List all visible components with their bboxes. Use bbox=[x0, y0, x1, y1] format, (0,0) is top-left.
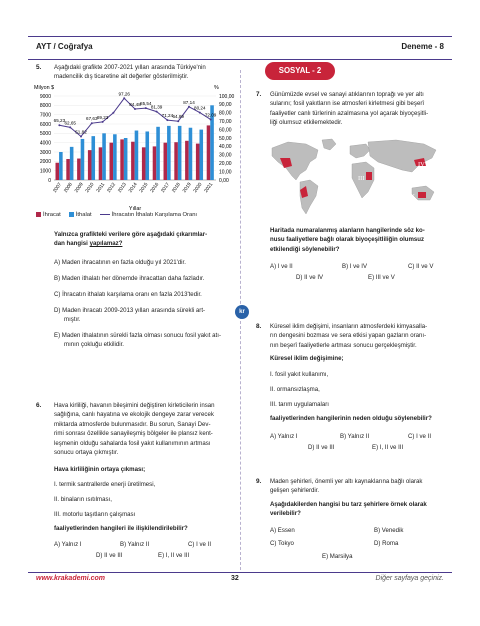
chart-ytick-right: 90,00 bbox=[219, 102, 232, 109]
bar-import-2014 bbox=[135, 131, 139, 180]
q8-option-e[interactable]: E) I, II ve III bbox=[372, 444, 404, 451]
ratio-label-2007: 65,23 bbox=[53, 118, 66, 124]
q5-option-d-cont: mıştır. bbox=[64, 316, 81, 323]
chart-xtick-2011: 2011 bbox=[96, 182, 107, 194]
bar-import-2019 bbox=[189, 128, 193, 180]
ratio-point-2019 bbox=[188, 106, 190, 108]
q5-ask-2: dan hangisi yapılamaz? bbox=[54, 240, 123, 247]
legend-import-swatch bbox=[69, 212, 74, 217]
bar-import-2018 bbox=[178, 126, 182, 180]
chart-ytick-right: 10,00 bbox=[219, 169, 232, 176]
q5-option-e[interactable]: E) Maden ithalatının sürekli fazla olması sonucu fosil yakıt atı- bbox=[54, 332, 221, 339]
q7-option-c[interactable]: C) II ve V bbox=[408, 263, 434, 270]
q5-option-a[interactable]: A) Maden ihracatının en fazla olduğu yıl 2021'dir. bbox=[54, 259, 186, 266]
chart-xtick-2018: 2018 bbox=[171, 182, 182, 194]
legend-ratio-swatch bbox=[100, 214, 110, 215]
q6-item-1: I. termik santrallerde enerji üretilmesi, bbox=[54, 481, 156, 488]
q6-option-a[interactable]: A) Yalnız I bbox=[54, 541, 82, 548]
map-greenland bbox=[322, 139, 336, 150]
chart-ytick-right: 40,00 bbox=[219, 144, 232, 151]
chart-ytick-left: 9000 bbox=[39, 93, 51, 100]
legend-import: İthalat bbox=[69, 212, 92, 218]
chart-xtick-2020: 2020 bbox=[193, 182, 204, 194]
legend-export: İhracat bbox=[36, 212, 61, 218]
q5-option-e-cont: mının çokluğu etkilidir. bbox=[64, 341, 124, 348]
ratio-point-2016 bbox=[156, 111, 158, 113]
page-number: 32 bbox=[231, 575, 239, 582]
map-label-iv: IV bbox=[418, 161, 425, 168]
header-subject: AYT / Coğrafya bbox=[36, 42, 93, 51]
bar-import-2013 bbox=[124, 138, 128, 180]
bar-export-2013 bbox=[120, 139, 124, 180]
q9-ask: Aşağıdakilerden hangisi bu tarz şehirlere örnek olarak verilebilir? bbox=[270, 501, 427, 518]
bar-export-2007 bbox=[56, 163, 60, 180]
q9-option-a[interactable]: A) Essen bbox=[270, 527, 295, 534]
ratio-label-2015: 85,54 bbox=[140, 101, 152, 107]
q8-sub: Küresel iklim değişimine; bbox=[270, 355, 344, 362]
chart-ylabel-left: Milyon $ bbox=[34, 85, 55, 91]
ratio-label-2018: 64,89 bbox=[172, 114, 184, 120]
bar-export-2011 bbox=[99, 147, 103, 180]
bar-import-2017 bbox=[167, 126, 171, 180]
chart-ytick-right: 60,00 bbox=[219, 127, 232, 134]
q8-option-c[interactable]: C) I ve II bbox=[408, 433, 432, 440]
ratio-label-2013: 97,26 bbox=[118, 91, 130, 97]
ratio-point-2013 bbox=[123, 97, 125, 99]
q6-item-2: II. binaların ısıtılması, bbox=[54, 496, 112, 503]
map-label-iii: III bbox=[358, 175, 365, 182]
map-north-america bbox=[272, 142, 318, 180]
section-badge: SOSYAL - 2 bbox=[265, 62, 335, 80]
bar-export-2020 bbox=[196, 144, 200, 180]
column-divider bbox=[240, 70, 241, 570]
q9-number: 9. bbox=[256, 478, 262, 485]
ratio-label-2021: 72,09 bbox=[204, 112, 217, 118]
bar-export-2016 bbox=[153, 146, 157, 180]
q9-option-d[interactable]: D) Roma bbox=[374, 540, 399, 547]
chart-xtick-2008: 2008 bbox=[63, 182, 74, 194]
map-label-i: I bbox=[274, 161, 277, 168]
q8-item-3: III. tarım uygulamaları bbox=[270, 401, 329, 408]
q5-option-b[interactable]: B) Maden ithalatı her dönemde ihracattan daha fazladır. bbox=[54, 275, 205, 282]
map-label-v: V bbox=[410, 193, 415, 200]
chart-ytick-right: 50,00 bbox=[219, 135, 232, 142]
chart-xtick-2015: 2015 bbox=[139, 182, 150, 194]
ratio-label-2008: 62,65 bbox=[64, 120, 76, 126]
bar-export-2018 bbox=[174, 142, 178, 180]
q8-stem: Küresel iklim değişimi, insanların atmosferdeki kimyasalla- rın dengesini bozması ve sera etkisi yapan gazların oranı- nın beşerî faaliyetlerle artması sonucu gerçekleşmiştir. bbox=[270, 323, 428, 349]
ratio-point-2009 bbox=[80, 135, 82, 137]
chart-ytick-left: 1000 bbox=[39, 168, 51, 175]
q8-number: 8. bbox=[256, 323, 262, 330]
ratio-label-2020: 80,24 bbox=[194, 105, 206, 111]
header-exam: Deneme - 8 bbox=[401, 42, 444, 51]
q7-number: 7. bbox=[256, 91, 262, 98]
ratio-point-2018 bbox=[177, 120, 179, 122]
q6-sub: Hava kirliliğinin ortaya çıkması; bbox=[54, 466, 146, 473]
q7-stem: Günümüzde evsel ve sanayi atıklarının toprağı ve yer altı sularını; fosil yakıtların ise atmosferi kirletmesi gibi beşerî faaliyetler canlı türlerinin azalmasına yol açarak biyoçeşitli- liği olumsuz etkilemektedir. bbox=[270, 91, 429, 127]
q7-ask: Haritada numaralanmış alanların hangilerinde söz ko- nusu faaliyetlere bağlı olarak biyoçeşitliliğin olumsuz etkilendiği söylenebilir? bbox=[270, 227, 425, 253]
q6-item-3: III. motorlu taşıtların çalışması bbox=[54, 511, 136, 518]
q9-stem: Maden şehirleri, önemli yer altı kaynaklarına bağlı olarak gelişen şehirlerdir. bbox=[270, 478, 423, 495]
q5-stem-1: Aşağıdaki grafikte 2007-2021 yılları arasında Türkiye'nin bbox=[54, 64, 206, 71]
q8-option-b[interactable]: B) Yalnız II bbox=[340, 433, 370, 440]
q5-option-d[interactable]: D) Maden ihracatı 2009-2013 yılları arasında sürekli art- bbox=[54, 307, 206, 314]
chart-ytick-left: 0 bbox=[48, 177, 51, 184]
bar-export-2017 bbox=[164, 143, 168, 180]
map-area-v bbox=[418, 192, 426, 198]
ratio-point-2008 bbox=[69, 126, 71, 128]
chart-ytick-right: 0,00 bbox=[219, 177, 229, 184]
chart-ytick-left: 4000 bbox=[39, 140, 51, 147]
q6-number: 6. bbox=[36, 402, 42, 409]
bar-import-2020 bbox=[199, 130, 203, 180]
footer-website[interactable]: www.krakademi.com bbox=[36, 575, 105, 582]
world-map bbox=[266, 136, 446, 216]
chart-xtick-2013: 2013 bbox=[117, 182, 128, 194]
chart-ytick-left: 7000 bbox=[39, 112, 51, 119]
chart-ytick-left: 3000 bbox=[39, 149, 51, 156]
ratio-point-2012 bbox=[112, 112, 114, 114]
map-label-ii: II bbox=[292, 193, 297, 200]
chart-ytick-right: 100,00 bbox=[219, 93, 235, 100]
bar-export-2021 bbox=[207, 125, 211, 180]
bar-export-2009 bbox=[77, 159, 81, 180]
q6-option-c[interactable]: C) I ve II bbox=[188, 541, 212, 548]
bar-import-2008 bbox=[70, 147, 74, 180]
ratio-label-2019: 87,14 bbox=[183, 99, 195, 105]
ratio-point-2010 bbox=[91, 122, 93, 124]
chart-xtick-2019: 2019 bbox=[182, 182, 193, 194]
chart-ytick-right: 30,00 bbox=[219, 152, 232, 159]
q6-option-e[interactable]: E) I, II ve III bbox=[158, 552, 190, 559]
bar-import-2010 bbox=[91, 136, 95, 180]
chart-xtick-2012: 2012 bbox=[106, 182, 118, 194]
q7-option-b[interactable]: B) I ve IV bbox=[342, 263, 368, 270]
chart-xtick-2014: 2014 bbox=[128, 182, 139, 194]
bar-export-2012 bbox=[110, 143, 114, 180]
ratio-label-2011: 69,23 bbox=[96, 114, 109, 120]
bar-export-2008 bbox=[66, 159, 70, 180]
q8-option-a[interactable]: A) Yalnız I bbox=[270, 433, 298, 440]
trade-chart bbox=[30, 82, 240, 212]
chart-xtick-2016: 2016 bbox=[150, 182, 161, 194]
bar-export-2010 bbox=[88, 150, 92, 180]
ratio-point-2015 bbox=[145, 107, 147, 109]
ratio-point-2020 bbox=[199, 112, 201, 114]
bar-import-2016 bbox=[156, 127, 160, 180]
q5-stem-2: madencilik dış ticaretine ait değerler gösterilmiştir. bbox=[54, 73, 189, 80]
q6-option-b[interactable]: B) Yalnız II bbox=[120, 541, 150, 548]
footer-rule bbox=[28, 572, 452, 573]
ratio-point-2017 bbox=[166, 119, 168, 121]
chart-xtick-2010: 2010 bbox=[85, 182, 96, 194]
bar-import-2012 bbox=[113, 134, 117, 180]
q9-option-e[interactable]: E) Marsilya bbox=[322, 553, 353, 560]
chart-ytick-right: 80,00 bbox=[219, 110, 232, 117]
bar-import-2009 bbox=[81, 139, 85, 180]
map-area-iii bbox=[366, 172, 372, 180]
legend-export-swatch bbox=[36, 212, 41, 217]
bar-import-2007 bbox=[59, 152, 63, 180]
chart-ytick-left: 2000 bbox=[39, 159, 51, 166]
ratio-label-2010: 67,63 bbox=[86, 116, 98, 122]
q6-stem: Hava kirliliği, havanın bileşimini değiştiren kirleticilerin insan sağlığına, canlı hayatına ve ekolojik dengeye zarar verecek miktarda atmosferde bulunmasıdır. Bu sorun, Sanayi Dev- rimi sonrası özellikle sanayileşmiş bölgeler ile plansız kent- leşmenin olduğu sahalarda fosil yakıt kullanımının artması sonucu ortaya çıkmıştır. bbox=[54, 402, 215, 457]
ratio-label-2014: 84,48 bbox=[129, 102, 141, 108]
map-asia bbox=[368, 140, 436, 172]
publisher-logo: kr bbox=[235, 305, 249, 319]
chart-xtick-2007: 2007 bbox=[52, 182, 64, 194]
q9-option-b[interactable]: B) Venedik bbox=[374, 527, 404, 534]
chart-ytick-left: 6000 bbox=[39, 121, 51, 128]
ratio-label-2016: 81,39 bbox=[150, 104, 163, 110]
q8-option-d[interactable]: D) II ve III bbox=[308, 444, 335, 451]
q7-option-a[interactable]: A) I ve II bbox=[270, 263, 293, 270]
chart-xtick-2021: 2021 bbox=[204, 182, 215, 194]
q9-option-c[interactable]: C) Tokyo bbox=[270, 540, 294, 547]
bar-export-2014 bbox=[131, 142, 135, 180]
footer-next-page: Diğer sayfaya geçiniz. bbox=[375, 575, 444, 582]
q8-ask: faaliyetlerinden hangilerinin neden olduğu söylenebilir? bbox=[270, 415, 432, 422]
q5-ask-1: Yalnızca grafikteki verilere göre aşağıdaki çıkarımlar- bbox=[54, 231, 208, 238]
chart-ytick-right: 70,00 bbox=[219, 119, 232, 125]
chart-ytick-left: 5000 bbox=[39, 131, 51, 138]
chart-ytick-right: 20,00 bbox=[219, 161, 232, 167]
chart-xtick-2017: 2017 bbox=[160, 182, 172, 194]
bar-import-2015 bbox=[145, 131, 149, 180]
q6-option-d[interactable]: D) II ve III bbox=[96, 552, 123, 559]
bar-import-2011 bbox=[102, 133, 106, 180]
ratio-label-2009: 51,82 bbox=[75, 129, 87, 135]
chart-ytick-left: 8000 bbox=[39, 103, 51, 110]
legend-ratio: İhracatın İthalatı Karşılama Oranı bbox=[100, 212, 197, 218]
q5-number: 5. bbox=[36, 64, 42, 71]
ratio-point-2011 bbox=[102, 121, 104, 123]
q7-option-d[interactable]: D) II ve IV bbox=[296, 274, 324, 281]
chart-xlabel: Yıllar bbox=[128, 206, 142, 212]
q5-option-c[interactable]: C) İhracatın ithalatı karşılama oranı en fazla 2013'tedir. bbox=[54, 291, 202, 298]
ratio-point-2021 bbox=[210, 118, 212, 120]
chart-legend bbox=[36, 211, 197, 220]
bar-export-2019 bbox=[185, 141, 189, 180]
chart-xtick-2009: 2009 bbox=[74, 182, 85, 194]
map-europe bbox=[350, 144, 370, 158]
q6-ask: faaliyetlerinden hangileri ile ilişkilendirilebilir? bbox=[54, 525, 188, 532]
ratio-point-2014 bbox=[134, 108, 136, 110]
q8-item-1: I. fosil yakıt kullanımı, bbox=[270, 371, 329, 378]
bar-export-2015 bbox=[142, 147, 146, 180]
q7-option-e[interactable]: E) III ve V bbox=[368, 274, 395, 281]
chart-ylabel-right: % bbox=[214, 85, 219, 91]
ratio-label-2017: 71,24 bbox=[161, 113, 174, 119]
q8-item-2: II. ormansızlaşma, bbox=[270, 386, 320, 393]
ratio-point-2007 bbox=[58, 124, 60, 126]
